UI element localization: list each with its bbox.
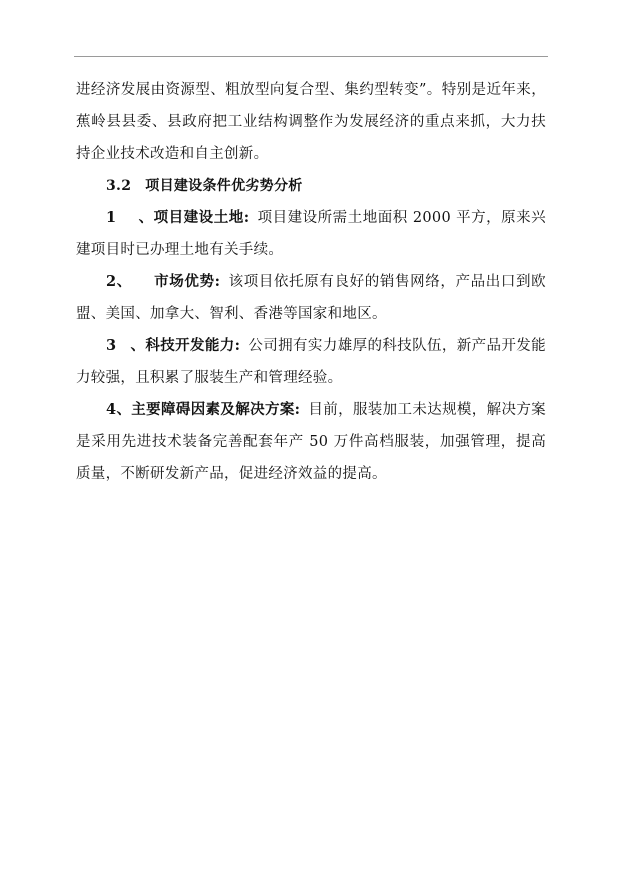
item-number: 4 (106, 401, 117, 418)
intro-paragraph: 进经济发展由资源型、粗放型向复合型、集约型转变”。特别是近年来，蕉岭县县委、县政府把工业结构调整作为发展经济的重点来抓，大力扶持企业技术改造和自主创新。 (76, 82, 546, 162)
section-title: 项目建设条件优劣势分析 (145, 178, 303, 194)
item-text: 该项目依托原有良好的销售网络，产品出口到欧盟、美国、加拿大、智利、香港等国家和地区。 (76, 274, 546, 322)
header-rule (74, 56, 548, 57)
item-title: 、项目建设土地: (138, 209, 250, 226)
item-number: 2、 (106, 273, 132, 290)
item-market (76, 266, 546, 330)
item-text: 项目建设所需土地面积 2000 平方，原来兴建项目时已办理土地有关手续。 (76, 210, 546, 258)
section-number: 3.2 (106, 178, 132, 194)
document-body (76, 74, 546, 490)
item-land (76, 202, 546, 266)
item-number: 3 (106, 337, 117, 354)
item-tech (76, 330, 546, 394)
item-text: 目前，服装加工未达规模，解决方案是采用先进技术装备完善配套年产 50 万件高档服装，加强管理，提高质量，不断研发新产品，促进经济效益的提高。 (76, 402, 546, 482)
item-title: 、主要障碍因素及解决方案: (116, 401, 301, 418)
item-text: 公司拥有实力雄厚的科技队伍，新产品开发能力较强，且积累了服装生产和管理经验。 (76, 338, 546, 386)
item-obstacles (76, 394, 546, 490)
item-title: 、科技开发能力: (130, 337, 241, 354)
item-number: 1 (106, 209, 117, 226)
section-heading (76, 170, 546, 202)
item-title: 市场优势: (153, 273, 221, 290)
